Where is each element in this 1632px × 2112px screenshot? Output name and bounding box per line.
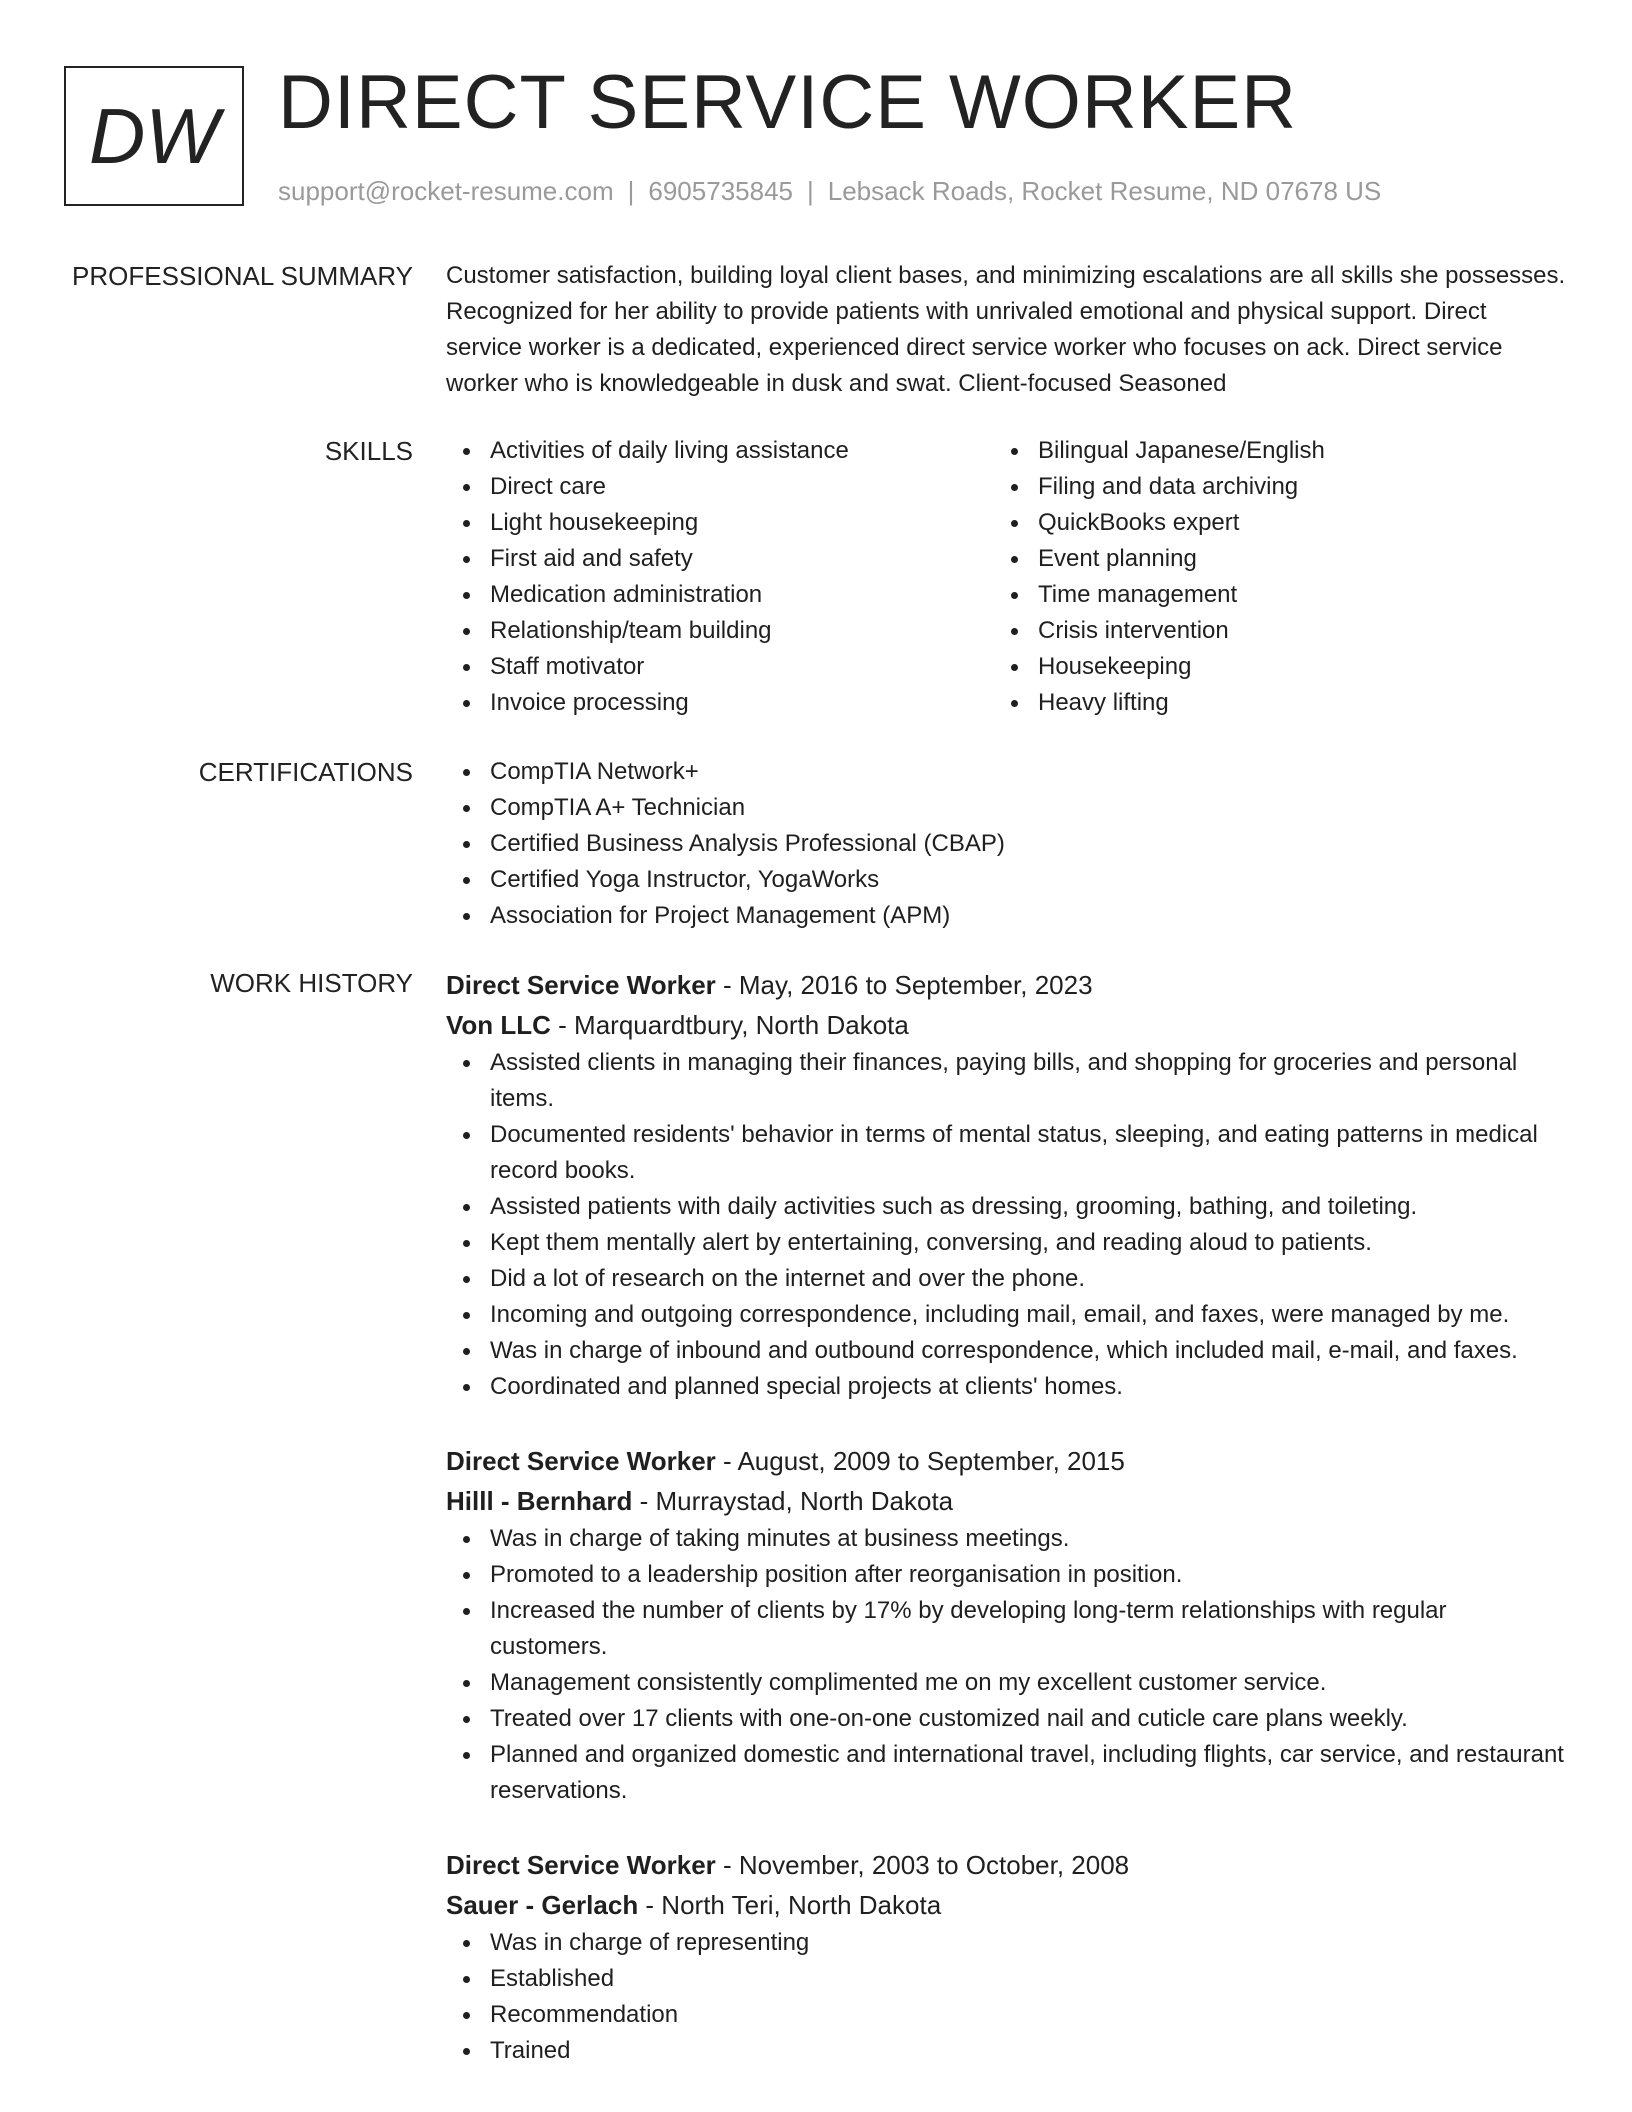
skill-item: First aid and safety <box>446 541 994 577</box>
skill-item: Light housekeeping <box>446 505 994 541</box>
job-duty-item: Established <box>446 1961 1566 1997</box>
skill-item: Bilingual Japanese/English <box>994 433 1542 469</box>
job-duty-item: Management consistently complimented me on my excellent customer service. <box>446 1665 1566 1701</box>
job-company: Von LLC <box>446 1010 551 1040</box>
skill-item: Event planning <box>994 541 1542 577</box>
job-duty-item: Recommendation <box>446 1997 1566 2033</box>
job-title-line <box>446 1845 1566 1885</box>
job-entry <box>446 1845 1566 2069</box>
skill-item: Direct care <box>446 469 994 505</box>
skill-item: Medication administration <box>446 577 994 613</box>
certification-item: CompTIA Network+ <box>446 754 1566 790</box>
certification-item: Certified Business Analysis Professional (CBAP) <box>446 826 1566 862</box>
job-duties-list <box>446 1925 1566 2069</box>
skills-heading: SKILLS <box>324 436 413 466</box>
job-duty-item: Treated over 17 clients with one-on-one customized nail and cuticle care plans weekly. <box>446 1701 1566 1737</box>
skill-item: Heavy lifting <box>994 685 1542 721</box>
job-entry <box>446 1441 1566 1809</box>
job-duty-item: Kept them mentally alert by entertaining, conversing, and reading aloud to patients. <box>446 1225 1566 1261</box>
job-duty-item: Promoted to a leadership position after reorganisation in position. <box>446 1557 1566 1593</box>
certification-item: Certified Yoga Instructor, YogaWorks <box>446 862 1566 898</box>
job-title: Direct Service Worker <box>446 1446 716 1476</box>
job-dates: - November, 2003 to October, 2008 <box>715 1850 1130 1880</box>
skills-list-left <box>446 433 994 721</box>
contact-address: Lebsack Roads, Rocket Resume, ND 07678 US <box>827 176 1382 206</box>
job-company-line <box>446 1885 1566 1925</box>
skill-item: Time management <box>994 577 1542 613</box>
job-duty-item: Did a lot of research on the internet and over the phone. <box>446 1261 1566 1297</box>
job-duty-item: Documented residents' behavior in terms of mental status, sleeping, and eating patterns in medical record books. <box>446 1117 1566 1189</box>
job-duty-item: Assisted clients in managing their finances, paying bills, and shopping for groceries and personal items. <box>446 1045 1566 1117</box>
contact-line <box>278 174 1381 208</box>
summary-heading: PROFESSIONAL SUMMARY <box>72 261 413 291</box>
job-duty-item: Was in charge of inbound and outbound correspondence, which included mail, e-mail, and faxes. <box>446 1333 1566 1369</box>
monogram-logo: DW <box>64 66 244 206</box>
job-duty-item: Increased the number of clients by 17% by developing long-term relationships with regular customers. <box>446 1593 1566 1665</box>
job-duty-item: Planned and organized domestic and international travel, including flights, car service, and restaurant reservations. <box>446 1737 1566 1809</box>
skill-item: Filing and data archiving <box>994 469 1542 505</box>
skills-list-right <box>994 433 1542 721</box>
skill-item: Staff motivator <box>446 649 994 685</box>
certification-item: CompTIA A+ Technician <box>446 790 1566 826</box>
contact-email[interactable]: support@rocket-resume.com <box>278 176 614 206</box>
skill-item: Housekeeping <box>994 649 1542 685</box>
certifications-list <box>446 754 1566 934</box>
certification-item: Association for Project Management (APM) <box>446 898 1566 934</box>
job-company-line <box>446 1481 1566 1521</box>
job-duties-list <box>446 1045 1566 1405</box>
certifications-heading: CERTIFICATIONS <box>198 757 413 787</box>
job-location: - Marquardtbury, North Dakota <box>550 1010 909 1040</box>
job-dates: - May, 2016 to September, 2023 <box>715 970 1093 1000</box>
skill-item: Invoice processing <box>446 685 994 721</box>
job-company: Hilll - Bernhard <box>446 1486 633 1516</box>
job-duties-list <box>446 1521 1566 1809</box>
skill-item: Relationship/team building <box>446 613 994 649</box>
job-duty-item: Was in charge of taking minutes at business meetings. <box>446 1521 1566 1557</box>
job-duty-item: Coordinated and planned special projects at clients' homes. <box>446 1369 1566 1405</box>
work-history-heading: WORK HISTORY <box>210 968 413 998</box>
job-title-line <box>446 1441 1566 1481</box>
job-title: Direct Service Worker <box>446 1850 716 1880</box>
summary-text: Customer satisfaction, building loyal client bases, and minimizing escalations are all skills she possesses. Recognized for her ability to provide patients with unrivaled emotional and physical support. Direct service worker is a dedicated, experienced direct service worker who focuses on ack. Direct service worker who is knowledgeable in dusk and swat. Client-focused Seasoned <box>446 262 1566 397</box>
contact-separator: | <box>807 176 814 206</box>
page-title: DIRECT SERVICE WORKER <box>278 60 1298 145</box>
job-title-line <box>446 965 1566 1005</box>
job-dates: - August, 2009 to September, 2015 <box>715 1446 1125 1476</box>
job-entry <box>446 965 1566 1405</box>
work-history-body <box>446 965 1566 2105</box>
job-duty-item: Incoming and outgoing correspondence, including mail, email, and faxes, were managed by me. <box>446 1297 1566 1333</box>
job-duty-item: Was in charge of representing <box>446 1925 1566 1961</box>
job-location: - Murraystad, North Dakota <box>632 1486 954 1516</box>
job-title: Direct Service Worker <box>446 970 716 1000</box>
contact-phone[interactable]: 6905735845 <box>648 176 793 206</box>
skill-item: QuickBooks expert <box>994 505 1542 541</box>
job-duty-item: Trained <box>446 2033 1566 2069</box>
job-location: - North Teri, North Dakota <box>638 1890 942 1920</box>
job-duty-item: Assisted patients with daily activities such as dressing, grooming, bathing, and toileting. <box>446 1189 1566 1225</box>
job-company: Sauer - Gerlach <box>446 1890 639 1920</box>
contact-separator: | <box>627 176 635 206</box>
skill-item: Activities of daily living assistance <box>446 433 994 469</box>
job-company-line <box>446 1005 1566 1045</box>
skill-item: Crisis intervention <box>994 613 1542 649</box>
